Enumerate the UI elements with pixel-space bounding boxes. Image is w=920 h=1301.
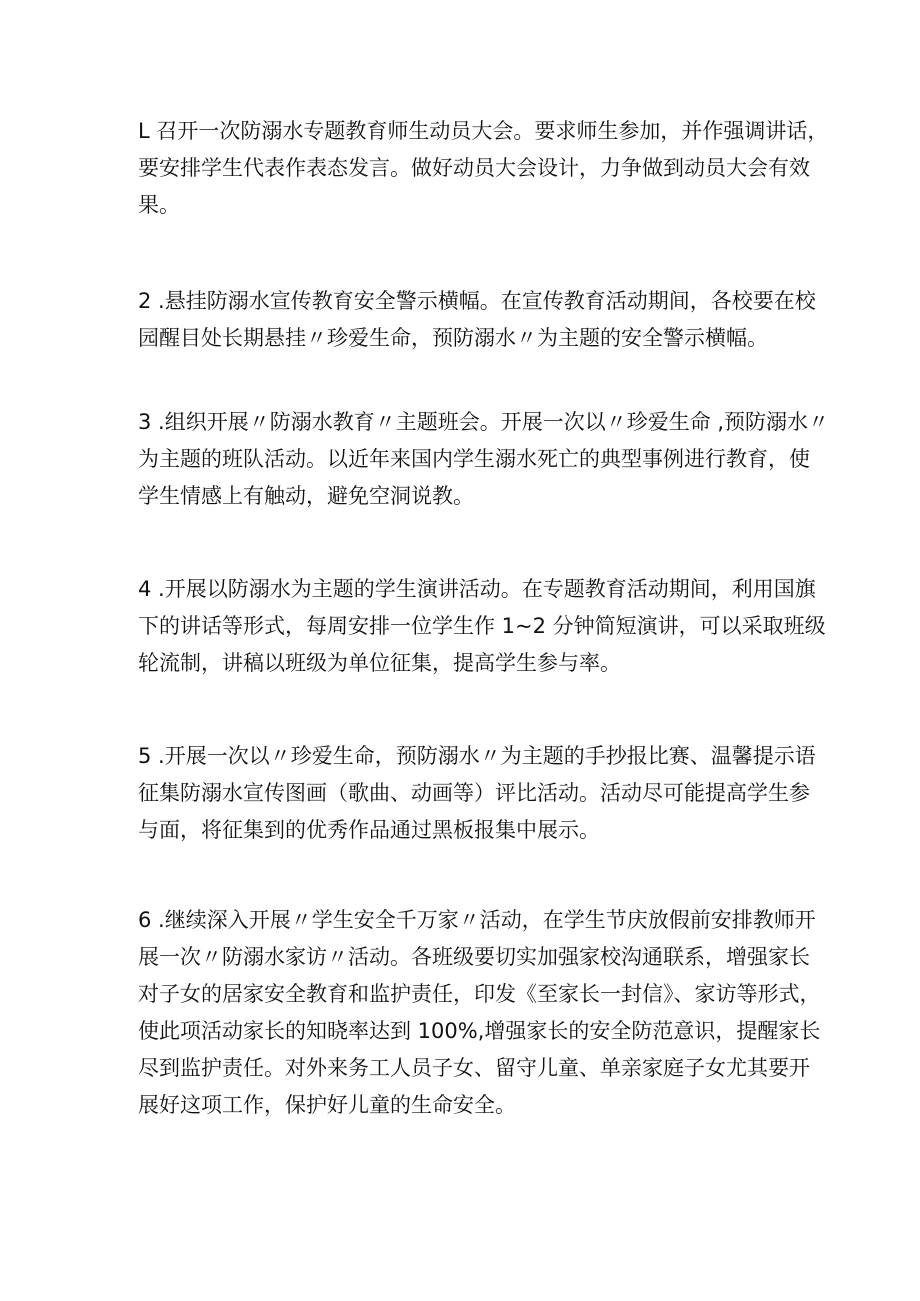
paragraph-line: 园醒目处长期悬挂〃珍爱生命，预防溺水〃为主题的安全警示横幅。 bbox=[138, 326, 768, 350]
paragraph-5 bbox=[138, 738, 816, 849]
paragraph-line: 6 .继续深入开展〃学生安全千万家〃活动，在学生节庆放假前安排教师开 bbox=[138, 908, 816, 932]
paragraph-line: 下的讲话等形式，每周安排一位学生作 1~2 分钟简短演讲，可以采取班级 bbox=[138, 614, 826, 638]
paragraph-line: 5 .开展一次以〃珍爱生命，预防溺水〃为主题的手抄报比赛、温馨提示语 bbox=[138, 744, 816, 768]
paragraph-4 bbox=[138, 571, 826, 682]
paragraph-line: 征集防溺水宣传图画（歌曲、动画等）评比活动。活动尽可能提高学生参 bbox=[138, 781, 810, 805]
paragraph-line: 要安排学生代表作表态发言。做好动员大会设计，力争做到动员大会有效 bbox=[138, 156, 810, 180]
paragraph-line: L 召开一次防溺水专题教育师生动员大会。要求师生参加，并作强调讲话， bbox=[138, 119, 829, 143]
paragraph-line: 展好这项工作，保护好儿童的生命安全。 bbox=[138, 1093, 516, 1117]
paragraph-line: 展一次〃防溺水家访〃活动。各班级要切实加强家校沟通联系，增强家长 bbox=[138, 945, 810, 969]
paragraph-2 bbox=[138, 283, 816, 357]
paragraph-line: 3 .组织开展〃防溺水教育〃主题班会。开展一次以〃珍爱生命 ,预防溺水〃 bbox=[138, 410, 830, 434]
paragraph-3 bbox=[138, 404, 830, 515]
paragraph-1 bbox=[138, 113, 829, 224]
paragraph-line: 2 .悬挂防溺水宣传教育安全警示横幅。在宣传教育活动期间，各校要在校 bbox=[138, 289, 816, 313]
paragraph-line: 尽到监护责任。对外来务工人员子女、留守儿童、单亲家庭子女尤其要开 bbox=[138, 1056, 810, 1080]
paragraph-line: 学生情感上有触动，避免空洞说教。 bbox=[138, 484, 474, 508]
paragraph-line: 4 .开展以防溺水为主题的学生演讲活动。在专题教育活动期间，利用国旗 bbox=[138, 577, 816, 601]
paragraph-line: 与面，将征集到的优秀作品通过黑板报集中展示。 bbox=[138, 818, 600, 842]
paragraph-6 bbox=[138, 902, 821, 1124]
paragraph-line: 轮流制，讲稿以班级为单位征集，提高学生参与率。 bbox=[138, 651, 621, 675]
paragraph-line: 果。 bbox=[138, 193, 180, 217]
paragraph-line: 使此项活动家长的知晓率达到 100%,增强家长的安全防范意识，提醒家长 bbox=[138, 1019, 821, 1043]
paragraph-line: 对子女的居家安全教育和监护责任，印发《至家长一封信》、家访等形式， bbox=[138, 982, 821, 1006]
paragraph-line: 为主题的班队活动。以近年来国内学生溺水死亡的典型事例进行教育，使 bbox=[138, 447, 810, 471]
